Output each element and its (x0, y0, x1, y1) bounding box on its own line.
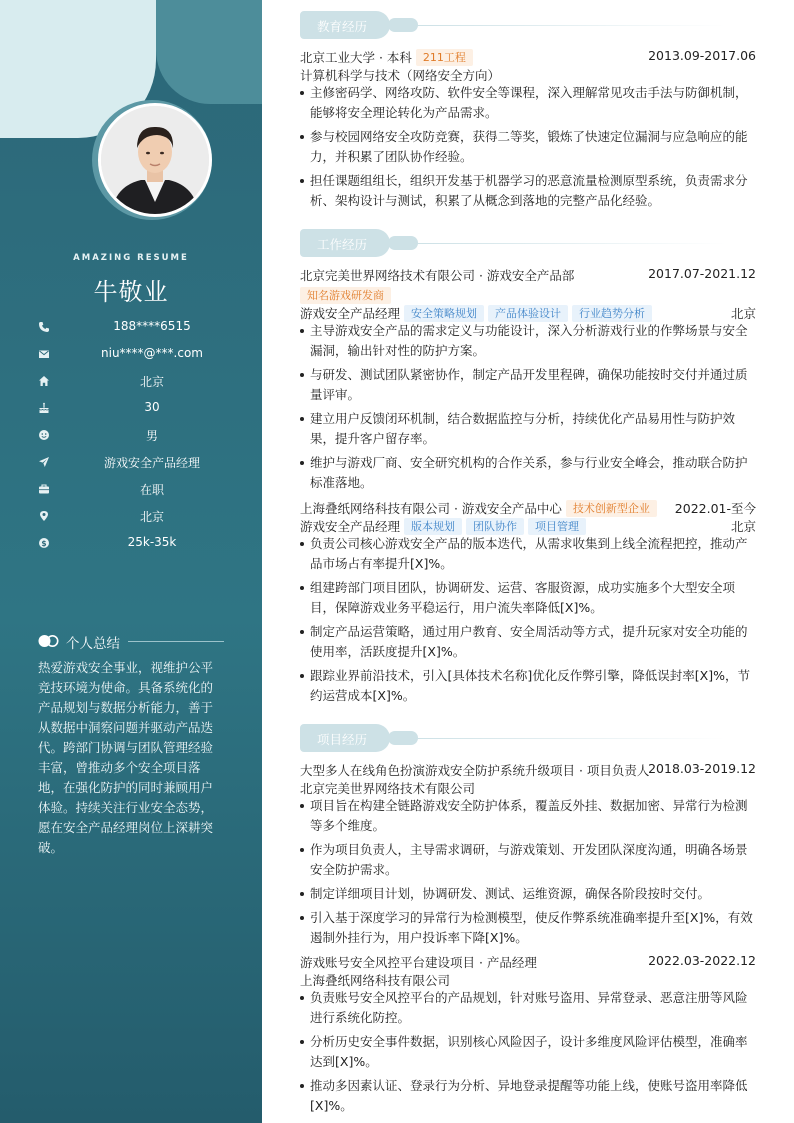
section-title-education: 教育经历 (316, 19, 367, 34)
job-2-city: 北京 (730, 519, 756, 534)
job-1-city: 北京 (730, 306, 756, 321)
info-gender-text: 男 (145, 429, 158, 443)
info-status (0, 480, 262, 500)
avatar (98, 103, 212, 217)
job-2-period: 2022.01-至今 (674, 501, 756, 516)
job-1-skill-tag: 安全策略规划 (404, 305, 484, 322)
job-2-role-row (300, 517, 756, 535)
summary-title: 个人总结 (66, 636, 120, 652)
list-item: 引入基于深度学习的异常行为检测模型，使反作弊系统准确率提升至[X]%，有效遏制外挂行为，用户投诉率下降[X]%。 (300, 908, 756, 948)
project-2-name: 游戏账号安全风控平台建设项目 · 产品经理 (300, 955, 537, 970)
info-home (0, 372, 262, 392)
mail-icon (38, 348, 50, 360)
home-icon (38, 375, 50, 387)
info-salary-text: 25k-35k (127, 535, 177, 549)
info-home-text: 北京 (139, 375, 164, 389)
info-position (0, 453, 262, 473)
gender-icon (38, 429, 50, 441)
info-age (0, 399, 262, 419)
project-2-header (300, 953, 756, 971)
phone-icon (38, 321, 50, 333)
job-1-role: 游戏安全产品经理 (300, 306, 401, 321)
list-item: 推动多因素认证、登录行为分析、异地登录提醒等功能上线，使账号盗用率降低[X]%。 (300, 1076, 756, 1116)
info-location-text: 北京 (139, 510, 164, 524)
job-2-company: 上海叠纸网络科技有限公司 · 游戏安全产品中心 (300, 501, 562, 516)
info-phone-text: 188****6515 (113, 319, 191, 333)
info-phone (0, 318, 262, 338)
svg-text:$: $ (41, 538, 47, 548)
info-age-text: 30 (144, 400, 160, 414)
toggle-dots-icon (38, 634, 60, 648)
job-2-skill-tag: 版本规划 (404, 518, 462, 535)
list-item: 主导游戏安全产品的需求定义与功能设计，深入分析游戏行业的作弊场景与安全漏洞，输出针对性的防护方案。 (300, 321, 756, 361)
profile-sidebar (0, 0, 262, 1123)
candidate-name: 牛敬业 (93, 278, 169, 306)
project-1-period: 2018.03-2019.12 (648, 761, 756, 776)
list-item: 项目旨在构建全链路游戏安全防护体系，覆盖反外挂、数据加密、异常行为检测等多个维度。 (300, 796, 756, 836)
project-2-bullets (300, 988, 756, 1120)
project-2-org-row (300, 971, 756, 989)
education-major-row (300, 66, 756, 84)
education-school: 北京工业大学 · 本科 (300, 50, 412, 65)
send-icon (38, 456, 50, 468)
job-2-header (300, 499, 756, 517)
list-item: 维护与游戏厂商、安全研究机构的合作关系，参与行业安全峰会，推动联合防护标准落地。 (300, 453, 756, 493)
brand-label: AMAZING RESUME (73, 253, 189, 263)
project-1-bullets (300, 796, 756, 952)
section-header-projects (300, 724, 760, 752)
summary-divider (128, 641, 224, 642)
job-2-skill-tag: 项目管理 (528, 518, 586, 535)
job-1-role-row (300, 304, 756, 322)
list-item: 担任课题组组长，组织开发基于机器学习的恶意流量检测原型系统，负责需求分析、架构设计与测试，积累了从概念到落地的完整产品化经验。 (300, 171, 756, 211)
avatar-portrait (101, 106, 209, 214)
info-salary (0, 534, 262, 554)
job-2-company-tag: 技术创新型企业 (566, 500, 657, 517)
job-1-company-tag: 知名游戏研发商 (300, 287, 391, 304)
info-position-text: 游戏安全产品经理 (103, 456, 200, 470)
list-item: 作为项目负责人，主导需求调研，与游戏策划、开发团队深度沟通，明确各场景安全防护需求。 (300, 840, 756, 880)
project-2-period: 2022.03-2022.12 (648, 953, 756, 968)
list-item: 负责账号安全风控平台的产品规划，针对账号盗用、异常登录、恶意注册等风险进行系统化防控。 (300, 988, 756, 1028)
education-header (300, 48, 756, 66)
list-item: 制定产品运营策略，通过用户教育、安全周活动等方式，提升玩家对安全功能的使用率，活跃度提升[X]%。 (300, 622, 756, 662)
list-item: 主修密码学、网络攻防、软件安全等课程，深入理解常见攻击手法与防御机制，能够将安全理论转化为产品需求。 (300, 83, 756, 123)
section-title-projects: 项目经历 (316, 732, 367, 747)
info-email (0, 345, 262, 365)
job-1-skill-tag: 行业趋势分析 (572, 305, 652, 322)
summary-header (38, 632, 228, 650)
money-icon (38, 537, 50, 549)
summary-text: 热爱游戏安全事业，视维护公平竞技环境为使命。具备系统化的产品规划与数据分析能力，善于从数据中洞察问题并驱动产品迭代。跨部门协调与团队管理经验丰富，曾推动多个安全项目落地，在强化防护的同时兼顾用户体验。持续关注行业安全态势，愿在安全产品经理岗位上深耕突破。 (38, 660, 214, 855)
project-1-org-row (300, 779, 756, 797)
info-location (0, 507, 262, 527)
job-1-company: 北京完美世界网络技术有限公司 · 游戏安全产品部 (300, 268, 575, 283)
project-1-name: 大型多人在线角色扮演游戏安全防护系统升级项目 · 项目负责人 (300, 763, 650, 778)
education-period: 2013.09-2017.06 (648, 48, 756, 63)
education-major: 计算机科学与技术（网络安全方向） (300, 68, 501, 83)
job-1-bullets (300, 321, 756, 497)
list-item: 与研发、测试团队紧密协作，制定产品开发里程碑，确保功能按时交付并通过质量评审。 (300, 365, 756, 405)
job-2-role: 游戏安全产品经理 (300, 519, 401, 534)
project-2-org: 上海叠纸网络科技有限公司 (300, 973, 451, 988)
decorative-shape-mid (156, 0, 262, 104)
list-item: 跟踪业界前沿技术，引入[具体技术名称]优化反作弊引擎，降低误封率[X]%，节约运营成本[X]%。 (300, 666, 756, 706)
list-item: 分析历史安全事件数据，识别核心风险因子，设计多维度风险评估模型，准确率达到[X]%。 (300, 1032, 756, 1072)
job-1-company-tag-row (300, 287, 756, 305)
list-item: 制定详细项目计划，协调研发、测试、运维资源，确保各阶段按时交付。 (300, 884, 756, 904)
section-header-education (300, 11, 760, 39)
info-status-text: 在职 (139, 483, 164, 497)
section-header-work (300, 229, 760, 257)
job-2-bullets (300, 534, 756, 710)
cake-icon (38, 402, 50, 414)
job-1-header (300, 266, 756, 284)
info-gender (0, 426, 262, 446)
education-bullets (300, 83, 756, 215)
info-email-text: niu****@***.com (101, 346, 203, 360)
list-item: 组建跨部门项目团队，协调研发、运营、客服资源，成功实施多个大型安全项目，保障游戏业务平稳运行，用户流失率降低[X]%。 (300, 578, 756, 618)
list-item: 建立用户反馈闭环机制，结合数据监控与分析，持续优化产品易用性与防护效果，提升客户留存率。 (300, 409, 756, 449)
project-1-org: 北京完美世界网络技术有限公司 (300, 781, 476, 796)
education-tag: 211工程 (416, 49, 473, 66)
job-2-skill-tag: 团队协作 (466, 518, 524, 535)
list-item: 负责公司核心游戏安全产品的版本迭代，从需求收集到上线全流程把控，推动产品市场占有率提升[X]%。 (300, 534, 756, 574)
briefcase-icon (38, 483, 50, 495)
job-1-skill-tag: 产品体验设计 (488, 305, 568, 322)
location-icon (38, 510, 50, 522)
list-item: 参与校园网络安全攻防竞赛，获得二等奖，锻炼了快速定位漏洞与应急响应的能力，并积累了团队协作经验。 (300, 127, 756, 167)
section-title-work: 工作经历 (316, 237, 367, 252)
project-1-header (300, 761, 756, 779)
job-1-period: 2017.07-2021.12 (648, 266, 756, 281)
